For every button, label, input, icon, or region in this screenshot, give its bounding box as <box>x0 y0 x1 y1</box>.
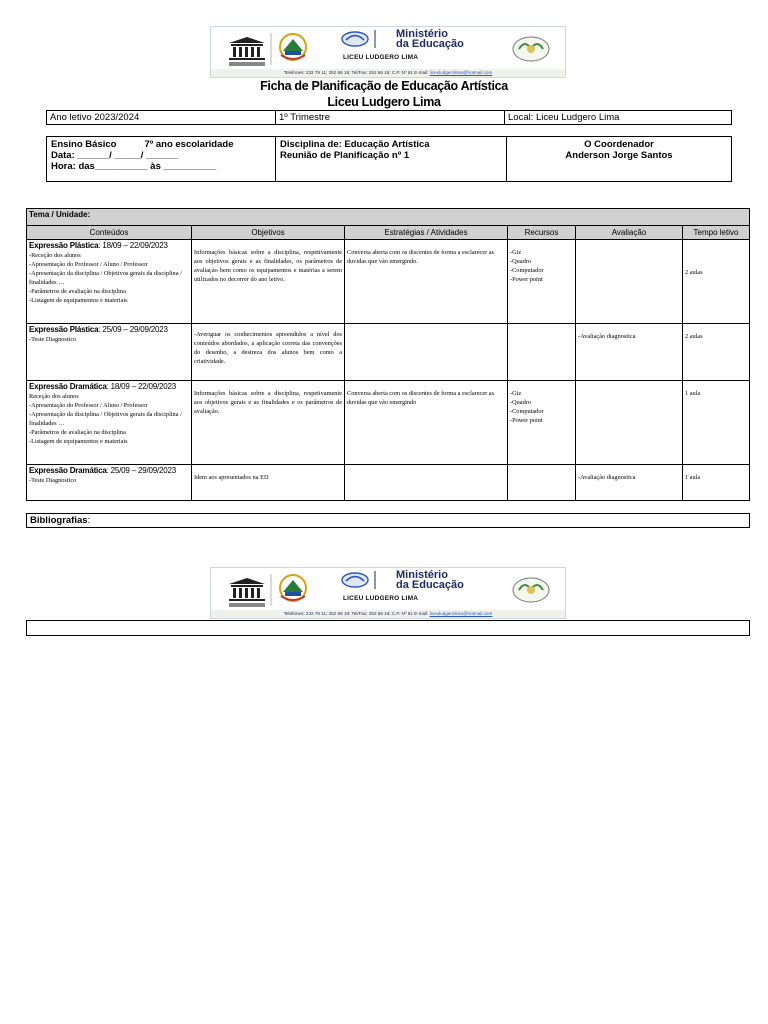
school-year-table <box>46 110 732 125</box>
header-resources: Recursos <box>508 226 576 240</box>
discipline-cell: Disciplina de: Educação Artística Reunião de Planificação nº 1 <box>276 137 507 182</box>
coordinator-cell: O Coordenador Anderson Jorge Santos <box>507 137 732 182</box>
planning-table <box>26 208 750 501</box>
ministry-name: Ministério da Educação <box>396 28 464 50</box>
header-evaluation: Avaliação <box>576 226 683 240</box>
header-objectives: Objetivos <box>192 226 345 240</box>
time-cell: 2 aulas <box>683 240 750 324</box>
contact-email-link[interactable]: liceuludgerolima@hotmail.com <box>429 70 493 75</box>
evaluation-cell <box>576 240 683 324</box>
banner-school-name: LICEU LUDGERO LIMA <box>343 595 419 602</box>
objectives-cell: Informações básicas sobre a disciplina, respetivamente aos objetivos gerais e as finalidades e os parâmetros de avaliação. <box>192 381 345 465</box>
term-cell: 1º Trimestre <box>276 111 505 125</box>
date-field[interactable]: Data: ______/ _____/ ______ <box>51 150 178 161</box>
banner-contact: Telefones: 232 79 11; 252 66 18; Tel/Fax: 252 66 16; C.P. Nº 61 E-mail: liceuludgerolima@hotmail.com <box>211 69 565 77</box>
empty-box <box>26 620 750 636</box>
contents-cell: Expressão Dramática: 25/09 – 29/09/2023 -Teste Diagnostico <box>27 465 192 501</box>
form-subtitle: Liceu Ludgero Lima <box>327 95 441 109</box>
evaluation-cell: -Avaliação diagnostica <box>576 324 683 381</box>
school-year-cell: Ano letivo 2023/2024 <box>47 111 276 125</box>
form-title: Ficha de Planificação de Educação Artística <box>260 79 508 93</box>
theme-unit-cell: Tema / Unidade: <box>27 209 750 226</box>
resources-cell <box>508 324 576 381</box>
evaluation-cell: -Avaliação diagnostica <box>576 465 683 501</box>
contact-email-link[interactable]: liceuludgerolima@hotmail.com <box>429 611 493 616</box>
level-date-cell: Ensino Básico 7º ano escolaridade Data: ______/ _____/ ______ Hora: das__________ às __________ <box>47 137 276 182</box>
table-row <box>27 209 750 226</box>
time-cell: 1 aula <box>683 381 750 465</box>
evaluation-cell <box>576 381 683 465</box>
resources-cell: -Giz -Quadro -Computador -Power point <box>508 240 576 324</box>
meeting-info-table <box>46 136 732 182</box>
ministry-name: Ministério da Educação <box>396 569 464 591</box>
table-row <box>27 465 750 501</box>
banner-contact: Telefones: 232 79 11; 252 66 18; Tel/Fax: 252 66 16; C.P. Nº 61 E-mail: liceuludgerolima@hotmail.com <box>211 610 565 618</box>
table-row <box>27 514 750 528</box>
contents-cell: Expressão Dramática: 18/09 – 22/09/2023 Receção dos alunos -Apresentação do Professor / Aluno / Professor -Apresentação da disciplina / Objetivos gerais da disciplina / finalidades … -Parâmetros de avaliação na disciplina -Listagem de equipamentos e materiais <box>27 381 192 465</box>
header-time: Tempo letivo <box>683 226 750 240</box>
footer-banner <box>210 567 566 619</box>
header-strategies: Estratégias / Atividades <box>345 226 508 240</box>
resources-cell <box>508 465 576 501</box>
school-crest-icon <box>511 572 555 612</box>
banner-logos <box>211 27 565 71</box>
bibliography-cell: Bibliografias: <box>27 514 750 528</box>
place-cell: Local: Liceu Ludgero Lima <box>505 111 732 125</box>
contents-cell: Expressão Plástica: 25/09 – 29/09/2023 -Teste Diagnostico <box>27 324 192 381</box>
table-row <box>47 137 732 182</box>
table-row <box>27 240 750 324</box>
table-header-row <box>27 226 750 240</box>
table-row <box>27 381 750 465</box>
strategies-cell: Conversa aberta com os discentes de forma a esclarecer as duvidas que vão emergindo. <box>345 240 508 324</box>
ministry-logo-icon <box>341 570 381 590</box>
header-contents: Conteúdos <box>27 226 192 240</box>
contents-cell: Expressão Plástica: 18/09 – 22/09/2023 -Receção dos alunos -Apresentação do Professor / Aluno / Professor -Apresentação da disciplina / Objetivos gerais da disciplina / finalidades … -Parâmetros de avaliação na disciplina -Listagem de equipamentos e materiais <box>27 240 192 324</box>
resources-cell: -Giz -Quadro -Computador -Power point <box>508 381 576 465</box>
banner-school-name: LICEU LUDGERO LIMA <box>343 54 419 61</box>
objectives-cell: Idem aos apresentados na ED <box>192 465 345 501</box>
objectives-cell: Informações básicas sobre a disciplina, respetivamente aos objetivos gerais e as finalidades, os parâmetros de avaliação bem como os equipamentos e matérias a serem utilizados no decorrer do ano letivo. <box>192 240 345 324</box>
strategies-cell: Conversa aberta com os discentes de forma a esclarecer as duvidas que vão emergindo <box>345 381 508 465</box>
strategies-cell <box>345 324 508 381</box>
bibliography-table <box>26 513 750 528</box>
school-crest-icon <box>511 31 555 71</box>
cape-verde-emblem-icon <box>275 570 315 610</box>
table-row <box>27 324 750 381</box>
banner-logos <box>211 568 565 612</box>
strategies-cell <box>345 465 508 501</box>
time-field[interactable]: Hora: das__________ às __________ <box>51 161 217 172</box>
time-cell: 2 aulas <box>683 324 750 381</box>
ministry-logo-icon <box>341 29 381 49</box>
table-row <box>47 111 732 125</box>
objectives-cell: -Averiguar os conhecimentos apreendidos a nível dos conteúdos abordados, a aplicação correta das convenções do desenho, a destreza dos alunos bem como a criatividade. <box>192 324 345 381</box>
cape-verde-emblem-icon <box>275 29 315 69</box>
header-banner <box>210 26 566 78</box>
time-cell: 1 aula <box>683 465 750 501</box>
